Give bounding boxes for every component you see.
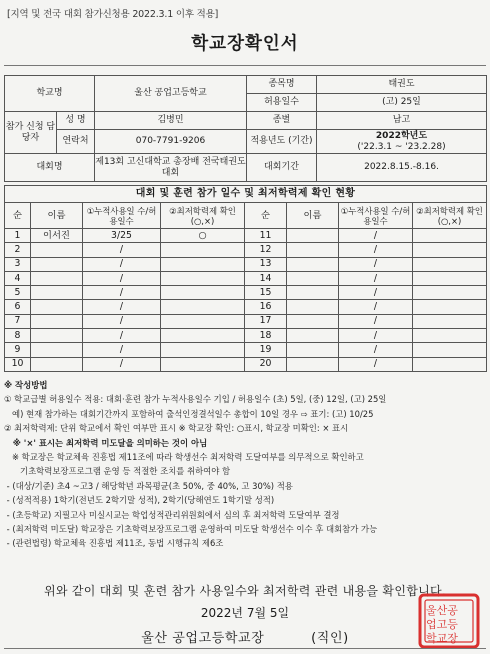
row-number: 16 (245, 300, 287, 314)
contact-value: 070-7791-9206 (95, 130, 247, 154)
min-academic-check (161, 329, 245, 343)
min-academic-check (413, 257, 487, 271)
min-academic-check (161, 257, 245, 271)
allowed-days-label: 허용일수 (247, 94, 317, 112)
min-academic-check (161, 243, 245, 257)
min-academic-check (413, 357, 487, 371)
instruction-line: - (최저학력 미도달) 학교장은 기초학력보장프로그램 운영하여 미도달 학생선수 이수 후 대회참가 가능 (4, 524, 378, 535)
name-label: 성 명 (57, 112, 95, 130)
min-academic-check (161, 343, 245, 357)
row-number: 17 (245, 314, 287, 328)
table-row (5, 286, 487, 300)
applicant-label: 참가 신청 담당자 (5, 112, 57, 154)
row-number: 9 (5, 343, 31, 357)
writing-instructions (4, 378, 486, 551)
cumulative-days: / (83, 300, 161, 314)
col-header-check: ②최저학력제 확인(○,×) (413, 203, 487, 229)
col-header-check: ②최저학력제 확인(○,×) (161, 203, 245, 229)
min-academic-check (413, 286, 487, 300)
cumulative-days: / (339, 257, 413, 271)
col-header-no: 순 (245, 203, 287, 229)
cumulative-days: / (339, 271, 413, 285)
col-header-name: 이름 (287, 203, 339, 229)
contact-label: 연락처 (57, 130, 95, 154)
table-row (5, 229, 487, 243)
sport-label: 종목명 (247, 76, 317, 94)
cumulative-days: / (339, 286, 413, 300)
min-academic-check (161, 357, 245, 371)
division-value: 남고 (317, 112, 487, 130)
school-value: 울산 공업고등학교 (95, 76, 247, 112)
cumulative-days: / (83, 314, 161, 328)
athlete-name (287, 243, 339, 257)
instruction-line: ② 최저학력제: 단위 학교에서 확인 여부만 표시 ※ 학교장 확인: ○표시, 학교장 미확인: × 표시 (4, 423, 349, 434)
row-number: 19 (245, 343, 287, 357)
min-academic-check (161, 286, 245, 300)
row-number: 8 (5, 329, 31, 343)
min-academic-check (413, 271, 487, 285)
col-header-days: ①누적사용일 수/허용일수 (339, 203, 413, 229)
row-number: 3 (5, 257, 31, 271)
min-academic-check (413, 314, 487, 328)
cumulative-days: / (83, 286, 161, 300)
min-academic-check (413, 229, 487, 243)
cumulative-days: / (339, 300, 413, 314)
athlete-name (31, 357, 83, 371)
cumulative-days: / (339, 243, 413, 257)
row-number: 2 (5, 243, 31, 257)
year-value-cell (317, 130, 487, 154)
athlete-name (31, 286, 83, 300)
confirmation-statement: 위와 같이 대회 및 훈련 참가 사용일수와 최저학력 관련 내용을 확인합니다. (43, 584, 447, 598)
athlete-name (31, 343, 83, 357)
svg-text:업고등: 업고등 (426, 618, 458, 631)
col-header-name: 이름 (31, 203, 83, 229)
col-header-no: 순 (5, 203, 31, 229)
instruction-line: ※ 작성방법 (4, 380, 48, 390)
instruction-line: 예) 현재 참가하는 대회기간까지 포함하여 출석인정결석일수 총합이 10일 경우 ⇨ 표기: (고) 10/25 (4, 408, 374, 419)
row-number: 10 (5, 357, 31, 371)
year-value: 2022학년도 (375, 130, 428, 141)
title-divider (4, 65, 486, 66)
min-academic-check: ○ (161, 229, 245, 243)
table-row (5, 243, 487, 257)
svg-text:학교장: 학교장 (426, 632, 458, 645)
instruction-line: ① 학교급별 허용일수 적용: 대회·훈련 참가 누적사용일수 기입 / 허용일수 (초) 5일, (중) 12일, (고) 25일 (4, 394, 387, 405)
row-number: 4 (5, 271, 31, 285)
row-number: 13 (245, 257, 287, 271)
cumulative-days: / (339, 357, 413, 371)
year-period: ('22.3.1 ~ '23.2.28) (357, 141, 446, 152)
athlete-name (287, 229, 339, 243)
table-row (5, 343, 487, 357)
period-value: 2022.8.15.-8.16. (317, 154, 487, 182)
cumulative-days: / (339, 314, 413, 328)
col-header-days: ①누적사용일 수/허용일수 (83, 203, 161, 229)
cumulative-days: / (339, 229, 413, 243)
min-academic-check (413, 329, 487, 343)
document-title: 학교장확인서 (191, 34, 299, 54)
svg-text:울산공: 울산공 (426, 604, 458, 617)
instruction-line: ※ 학교장은 학교체육 진흥법 제11조에 따라 학생선수 최저학력 도달여부를 의무적으로 확인하고 (4, 452, 364, 463)
year-label: 적용년도 (기간) (247, 130, 317, 154)
row-number: 7 (5, 314, 31, 328)
issue-date: 2022년 7월 5일 (200, 606, 290, 620)
cumulative-days: 3/25 (83, 229, 161, 243)
row-number: 11 (245, 229, 287, 243)
row-number: 12 (245, 243, 287, 257)
athlete-name (287, 357, 339, 371)
name-value: 김병민 (95, 112, 247, 130)
division-label: 종별 (247, 112, 317, 130)
table-row (5, 329, 487, 343)
cumulative-days: / (83, 343, 161, 357)
athlete-name (31, 329, 83, 343)
cumulative-days: / (83, 243, 161, 257)
row-number: 1 (5, 229, 31, 243)
table-row (5, 357, 487, 371)
period-label: 대회기간 (247, 154, 317, 182)
min-academic-check (413, 243, 487, 257)
athlete-name (31, 257, 83, 271)
row-number: 14 (245, 271, 287, 285)
athlete-name (287, 300, 339, 314)
min-academic-check (161, 271, 245, 285)
athlete-name (287, 257, 339, 271)
instruction-line: ※ '×' 표시는 최저학력 미도달을 의미하는 것이 아님 (4, 437, 208, 448)
athlete-name: 이서진 (31, 229, 83, 243)
table-row (5, 271, 487, 285)
cumulative-days: / (339, 329, 413, 343)
row-number: 20 (245, 357, 287, 371)
athlete-name (287, 314, 339, 328)
cumulative-days: / (83, 257, 161, 271)
athlete-name (31, 243, 83, 257)
row-number: 5 (5, 286, 31, 300)
min-academic-check (161, 314, 245, 328)
event-value: 제13회 고신대학교 총장배 전국태권도대회 (95, 154, 247, 182)
row-number: 6 (5, 300, 31, 314)
athlete-name (31, 271, 83, 285)
table-caption: 대회 및 훈련 참가 일수 및 최저학력제 확인 현황 (5, 186, 487, 203)
table-row (5, 257, 487, 271)
cumulative-days: / (83, 357, 161, 371)
athlete-name (287, 343, 339, 357)
min-academic-check (161, 300, 245, 314)
cumulative-days: / (339, 343, 413, 357)
school-label: 학교명 (5, 76, 95, 112)
allowed-days-value: (고) 25일 (317, 94, 487, 112)
min-academic-check (413, 343, 487, 357)
table-row (5, 300, 487, 314)
instruction-line: - (성적적용) 1학기(전년도 2학기말 성적), 2학기(당해연도 1학기말 성적) (4, 495, 275, 506)
seal-mark: (직인) (311, 631, 349, 646)
athlete-name (31, 300, 83, 314)
official-seal-stamp (417, 592, 481, 650)
athlete-name (287, 271, 339, 285)
cumulative-days: / (83, 271, 161, 285)
cumulative-days: / (83, 329, 161, 343)
principal-name: 울산 공업고등학교장 (141, 631, 265, 646)
sport-value: 태권도 (317, 76, 487, 94)
athlete-name (287, 329, 339, 343)
instruction-line: - (대상/기준) 초4 ~고3 / 해당학년 과목평균(초 50%, 중 40%, 고 30%) 적용 (4, 480, 293, 491)
instruction-line: - (초등학교) 지필고사 미실시교는 학업성적관리위원회에서 심의 후 최저학력 도달여부 결정 (4, 509, 340, 520)
table-row (5, 314, 487, 328)
athlete-name (287, 286, 339, 300)
min-academic-check (413, 300, 487, 314)
athlete-name (31, 314, 83, 328)
row-number: 15 (245, 286, 287, 300)
bottom-divider (4, 648, 486, 649)
event-label: 대회명 (5, 154, 95, 182)
row-number: 18 (245, 329, 287, 343)
form-usage-note: [지역 및 전국 대회 참가신청용 2022.3.1 이후 적용] (7, 9, 219, 20)
applicant-info-table (4, 75, 487, 182)
participation-table (4, 185, 487, 372)
instruction-line: - (관련법령) 학교체육 진흥법 제11조, 동법 시행규칙 제6조 (4, 538, 224, 549)
instruction-line: 기초학력보장프로그램 운영 등 적절한 조치를 취하여야 함 (4, 466, 231, 477)
